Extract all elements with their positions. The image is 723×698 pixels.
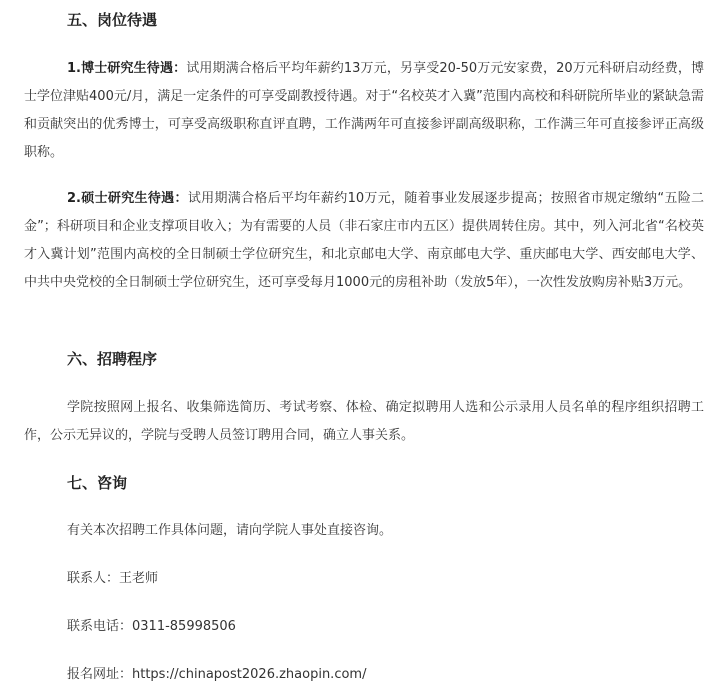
paragraph-master-treatment	[24, 185, 704, 297]
section-heading-consult: 七、咨询	[67, 474, 128, 492]
registration-website[interactable]	[67, 665, 366, 685]
contact-phone: 联系电话：0311-85998506	[67, 619, 236, 634]
master-text: 试用期满合格后平均年薪约10万元，随着事业发展逐步提高；按照省市规定缴纳“五险二金”；科研项目和企业支撑项目收入；为有需要的人员（非石家庄市内五区）提供周转住房。其中，列入河北省“名校英才入冀计划”范围内高校的全日制硕士学位研究生，和北京邮电大学、南京邮电大学、重庆邮电大学、西安邮电大学、中共中央党校的全日制硕士学位研究生，还可享受每月1000元的房租补助（发放5年），一次性发放购房补贴3万元。	[24, 191, 705, 290]
paragraph-procedure: 学院按照网上报名、收集筛选简历、考试考察、体检、确定拟聘用人选和公示录用人员名单的程序组织招聘工作，公示无异议的，学院与受聘人员签订聘用合同，确立人事关系。	[24, 400, 704, 443]
contact-person: 联系人：王老师	[67, 571, 159, 586]
section-heading-treatment: 五、岗位待遇	[67, 11, 158, 29]
phd-text: 试用期满合格后平均年薪约13万元，另享受20-50万元安家费，20万元科研启动经费，博士学位津贴400元/月，满足一定条件的可享受副教授待遇。对于“名校英才入冀”范围内高校和科研院所毕业的紧缺急需和贡献突出的优秀博士，可享受高级职称直评直聘，工作满两年可直接参评副高级职称，工作满三年可直接参评正高级职称。	[24, 61, 705, 160]
master-label: 2.硕士研究生待遇：	[67, 191, 188, 206]
registration-link[interactable]: 报名网址：https://chinapost2026.zhaopin.com/	[67, 667, 367, 682]
phd-label: 1.博士研究生待遇：	[67, 61, 187, 76]
paragraph-phd-treatment	[24, 55, 704, 167]
section-heading-procedure: 六、招聘程序	[67, 350, 158, 368]
consult-intro: 有关本次招聘工作具体问题，请向学院人事处直接咨询。	[67, 523, 393, 538]
